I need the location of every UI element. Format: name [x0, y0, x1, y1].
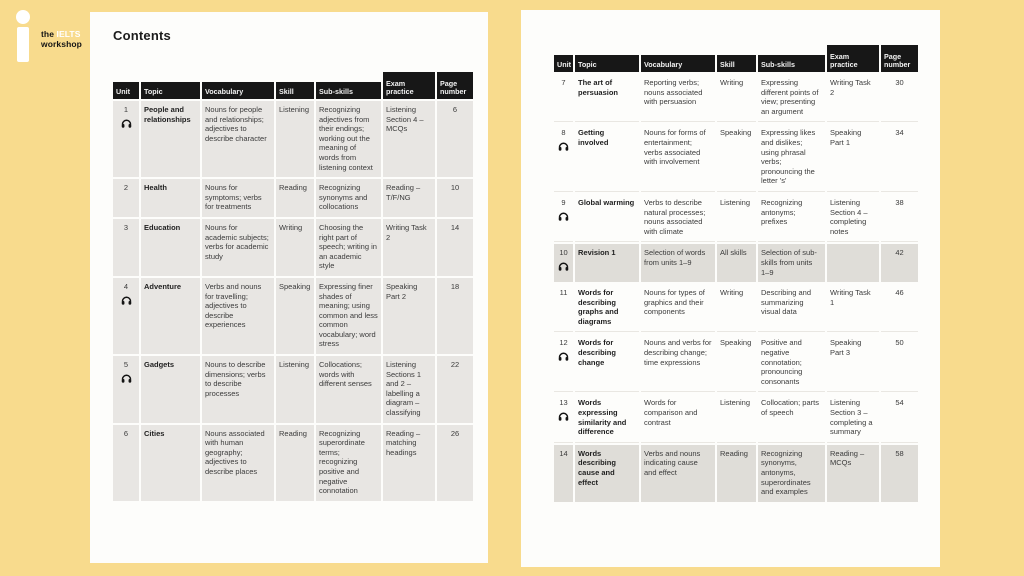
cell-vocabulary: Nouns associated with human geography; adjectives to describe places	[202, 425, 274, 501]
cell-unit-number	[554, 244, 573, 282]
logo-the: the	[41, 29, 55, 39]
cell-skill: Listening	[276, 101, 314, 177]
headphones-icon	[558, 351, 569, 361]
column-header-sub-skills: Sub-skills	[316, 82, 381, 99]
cell-vocabulary: Nouns for forms of entertainment; verbs associated with involvement	[641, 124, 715, 192]
unit-number: 7	[561, 78, 566, 87]
cell-page-number: 54	[881, 394, 918, 442]
left-scan-page	[90, 12, 488, 563]
cell-skill: Listening	[717, 394, 756, 442]
cell-unit-number	[113, 356, 139, 423]
column-header-sub-skills: Sub-skills	[758, 55, 825, 72]
cell-exam-practice: Writing Task 1	[827, 284, 879, 332]
cell-topic: Global warming	[575, 194, 639, 242]
cell-topic: Education	[141, 219, 200, 276]
cell-sub-skills: Expressing finer shades of meaning; using common and less common vocabulary; word stress	[316, 278, 381, 354]
unit-number: 11	[559, 288, 568, 298]
column-header-skill: Skill	[276, 82, 314, 99]
cell-sub-skills: Collocations; words with different senses	[316, 356, 381, 423]
cell-vocabulary: Verbs and nouns indicating cause and effect	[641, 445, 715, 502]
cell-topic: Gadgets	[141, 356, 200, 423]
cell-exam-practice: Reading – T/F/NG	[383, 179, 435, 217]
contents-table-units-7-14	[554, 45, 915, 502]
column-header-vocabulary: Vocabulary	[202, 82, 274, 99]
cell-unit-number	[113, 278, 139, 354]
column-header-unit: Unit	[554, 55, 573, 72]
cell-topic: Revision 1	[575, 244, 639, 282]
column-header-exam-practice: Exam practice	[383, 72, 435, 99]
column-header-unit: Unit	[113, 82, 139, 99]
cell-sub-skills: Expressing different points of view; presenting an argument	[758, 74, 825, 122]
cell-topic: Health	[141, 179, 200, 217]
cell-unit-number	[554, 445, 573, 502]
cell-unit-number	[554, 74, 573, 122]
cell-page-number: 26	[437, 425, 473, 501]
cell-sub-skills: Recognizing synonyms, antonyms, superordinates and examples	[758, 445, 825, 502]
right-scan-page	[521, 10, 940, 567]
cell-unit-number	[113, 219, 139, 276]
cell-vocabulary: Nouns to describe dimensions; verbs to describe processes	[202, 356, 274, 423]
headphones-icon	[121, 118, 132, 128]
unit-number: 1	[123, 105, 129, 114]
cell-topic: The art of persuasion	[575, 74, 639, 122]
unit-number: 6	[123, 428, 129, 438]
cell-page-number: 50	[881, 334, 918, 392]
cell-page-number: 46	[881, 284, 918, 332]
cell-exam-practice: Listening Sections 1 and 2 – labelling a diagram – classifying	[383, 356, 435, 423]
column-header-page-number: Page number	[881, 45, 918, 72]
unit-number: 4	[123, 281, 129, 291]
logo-workshop: workshop	[41, 39, 82, 49]
cell-vocabulary: Words for comparison and contrast	[641, 394, 715, 442]
column-header-vocabulary: Vocabulary	[641, 55, 715, 72]
cell-page-number: 58	[881, 445, 918, 502]
cell-skill: Writing	[276, 219, 314, 276]
headphones-icon	[121, 295, 132, 305]
cell-topic: People and relationships	[141, 101, 200, 177]
cell-topic: Words describing cause and effect	[575, 445, 639, 502]
cell-exam-practice: Listening Section 3 – completing a summary	[827, 394, 879, 442]
cell-skill: Reading	[717, 445, 756, 502]
cell-page-number: 18	[437, 278, 473, 354]
logo-i-icon	[11, 9, 37, 63]
cell-sub-skills: Recognizing synonyms and collocations	[316, 179, 381, 217]
unit-number: 9	[561, 197, 566, 207]
logo-ielts: IELTS	[56, 29, 81, 39]
unit-number: 13	[559, 398, 568, 408]
cell-exam-practice: Reading – matching headings	[383, 425, 435, 501]
cell-unit-number	[554, 194, 573, 242]
unit-number: 8	[561, 128, 566, 138]
unit-number: 2	[123, 183, 129, 193]
logo-text	[41, 29, 82, 63]
unit-number: 3	[123, 222, 129, 232]
cell-exam-practice: Writing Task 2	[383, 219, 435, 276]
cell-skill: All skills	[717, 244, 756, 282]
cell-skill: Speaking	[276, 278, 314, 354]
cell-exam-practice: Listening Section 4 – MCQs	[383, 101, 435, 177]
cell-exam-practice: Speaking Part 1	[827, 124, 879, 192]
cell-exam-practice: Reading – MCQs	[827, 445, 879, 502]
cell-unit-number	[554, 394, 573, 442]
cell-skill: Listening	[276, 356, 314, 423]
cell-skill: Listening	[717, 194, 756, 242]
cell-sub-skills: Expressing likes and dislikes; using phrasal verbs; pronouncing the letter 's'	[758, 124, 825, 192]
cell-topic: Cities	[141, 425, 200, 501]
cell-vocabulary: Verbs and nouns for travelling; adjectives to describe experiences	[202, 278, 274, 354]
cell-unit-number	[113, 179, 139, 217]
cell-sub-skills: Choosing the right part of speech; writing in an academic style	[316, 219, 381, 276]
cell-page-number: 14	[437, 219, 473, 276]
cell-topic: Words expressing similarity and difference	[575, 394, 639, 442]
column-header-topic: Topic	[141, 82, 200, 99]
cell-sub-skills: Collocation; parts of speech	[758, 394, 825, 442]
cell-page-number: 34	[881, 124, 918, 192]
cell-page-number: 6	[437, 101, 473, 177]
cell-vocabulary: Verbs to describe natural processes; nouns associated with climate	[641, 194, 715, 242]
cell-page-number: 42	[881, 244, 918, 282]
column-header-topic: Topic	[575, 55, 639, 72]
cell-skill: Reading	[276, 425, 314, 501]
headphones-icon	[121, 373, 132, 383]
unit-number: 5	[123, 360, 129, 370]
cell-topic: Words for describing change	[575, 334, 639, 392]
cell-unit-number	[554, 284, 573, 332]
cell-unit-number	[554, 124, 573, 192]
cell-vocabulary: Reporting verbs; nouns associated with persuasion	[641, 74, 715, 122]
contents-table-units-1-6	[113, 72, 470, 501]
cell-skill: Speaking	[717, 334, 756, 392]
cell-skill: Reading	[276, 179, 314, 217]
cell-exam-practice: Writing Task 2	[827, 74, 879, 122]
cell-vocabulary: Nouns for academic subjects; verbs for academic study	[202, 219, 274, 276]
unit-number: 10	[559, 248, 568, 258]
cell-page-number: 30	[881, 74, 918, 122]
cell-vocabulary: Nouns and verbs for describing change; time expressions	[641, 334, 715, 392]
cell-exam-practice: Speaking Part 2	[383, 278, 435, 354]
cell-exam-practice: Speaking Part 3	[827, 334, 879, 392]
cell-skill: Speaking	[717, 124, 756, 192]
cell-topic: Adventure	[141, 278, 200, 354]
cell-vocabulary: Nouns for people and relationships; adjectives to describe character	[202, 101, 274, 177]
cell-sub-skills: Recognizing adjectives from their endings; working out the meaning of words from listening context	[316, 101, 381, 177]
cell-exam-practice	[827, 244, 879, 282]
cell-page-number: 10	[437, 179, 473, 217]
headphones-icon	[558, 261, 569, 271]
cell-exam-practice: Listening Section 4 – completing notes	[827, 194, 879, 242]
cell-sub-skills: Recognizing superordinate terms; recognizing positive and negative connotation	[316, 425, 381, 501]
unit-number: 14	[559, 448, 568, 458]
cell-page-number: 38	[881, 194, 918, 242]
cell-page-number: 22	[437, 356, 473, 423]
cell-unit-number	[113, 425, 139, 501]
column-header-exam-practice: Exam practice	[827, 45, 879, 72]
cell-unit-number	[554, 334, 573, 392]
cell-skill: Writing	[717, 74, 756, 122]
cell-sub-skills: Describing and summarizing visual data	[758, 284, 825, 332]
cell-vocabulary: Nouns for symptoms; verbs for treatments	[202, 179, 274, 217]
cell-sub-skills: Selection of sub-skills from units 1–9	[758, 244, 825, 282]
cell-sub-skills: Positive and negative connotation; pronouncing consonants	[758, 334, 825, 392]
cell-vocabulary: Selection of words from units 1–9	[641, 244, 715, 282]
cell-topic: Words for describing graphs and diagrams	[575, 284, 639, 332]
column-header-skill: Skill	[717, 55, 756, 72]
headphones-icon	[558, 211, 569, 221]
column-header-page-number: Page number	[437, 72, 473, 99]
ielts-workshop-logo	[11, 9, 82, 63]
contents-title: Contents	[113, 28, 171, 43]
cell-topic: Getting involved	[575, 124, 639, 192]
headphones-icon	[558, 141, 569, 151]
cell-vocabulary: Nouns for types of graphics and their components	[641, 284, 715, 332]
unit-number: 12	[559, 338, 568, 348]
headphones-icon	[558, 411, 569, 421]
cell-sub-skills: Recognizing antonyms; prefixes	[758, 194, 825, 242]
cell-skill: Writing	[717, 284, 756, 332]
cell-unit-number	[113, 101, 139, 177]
